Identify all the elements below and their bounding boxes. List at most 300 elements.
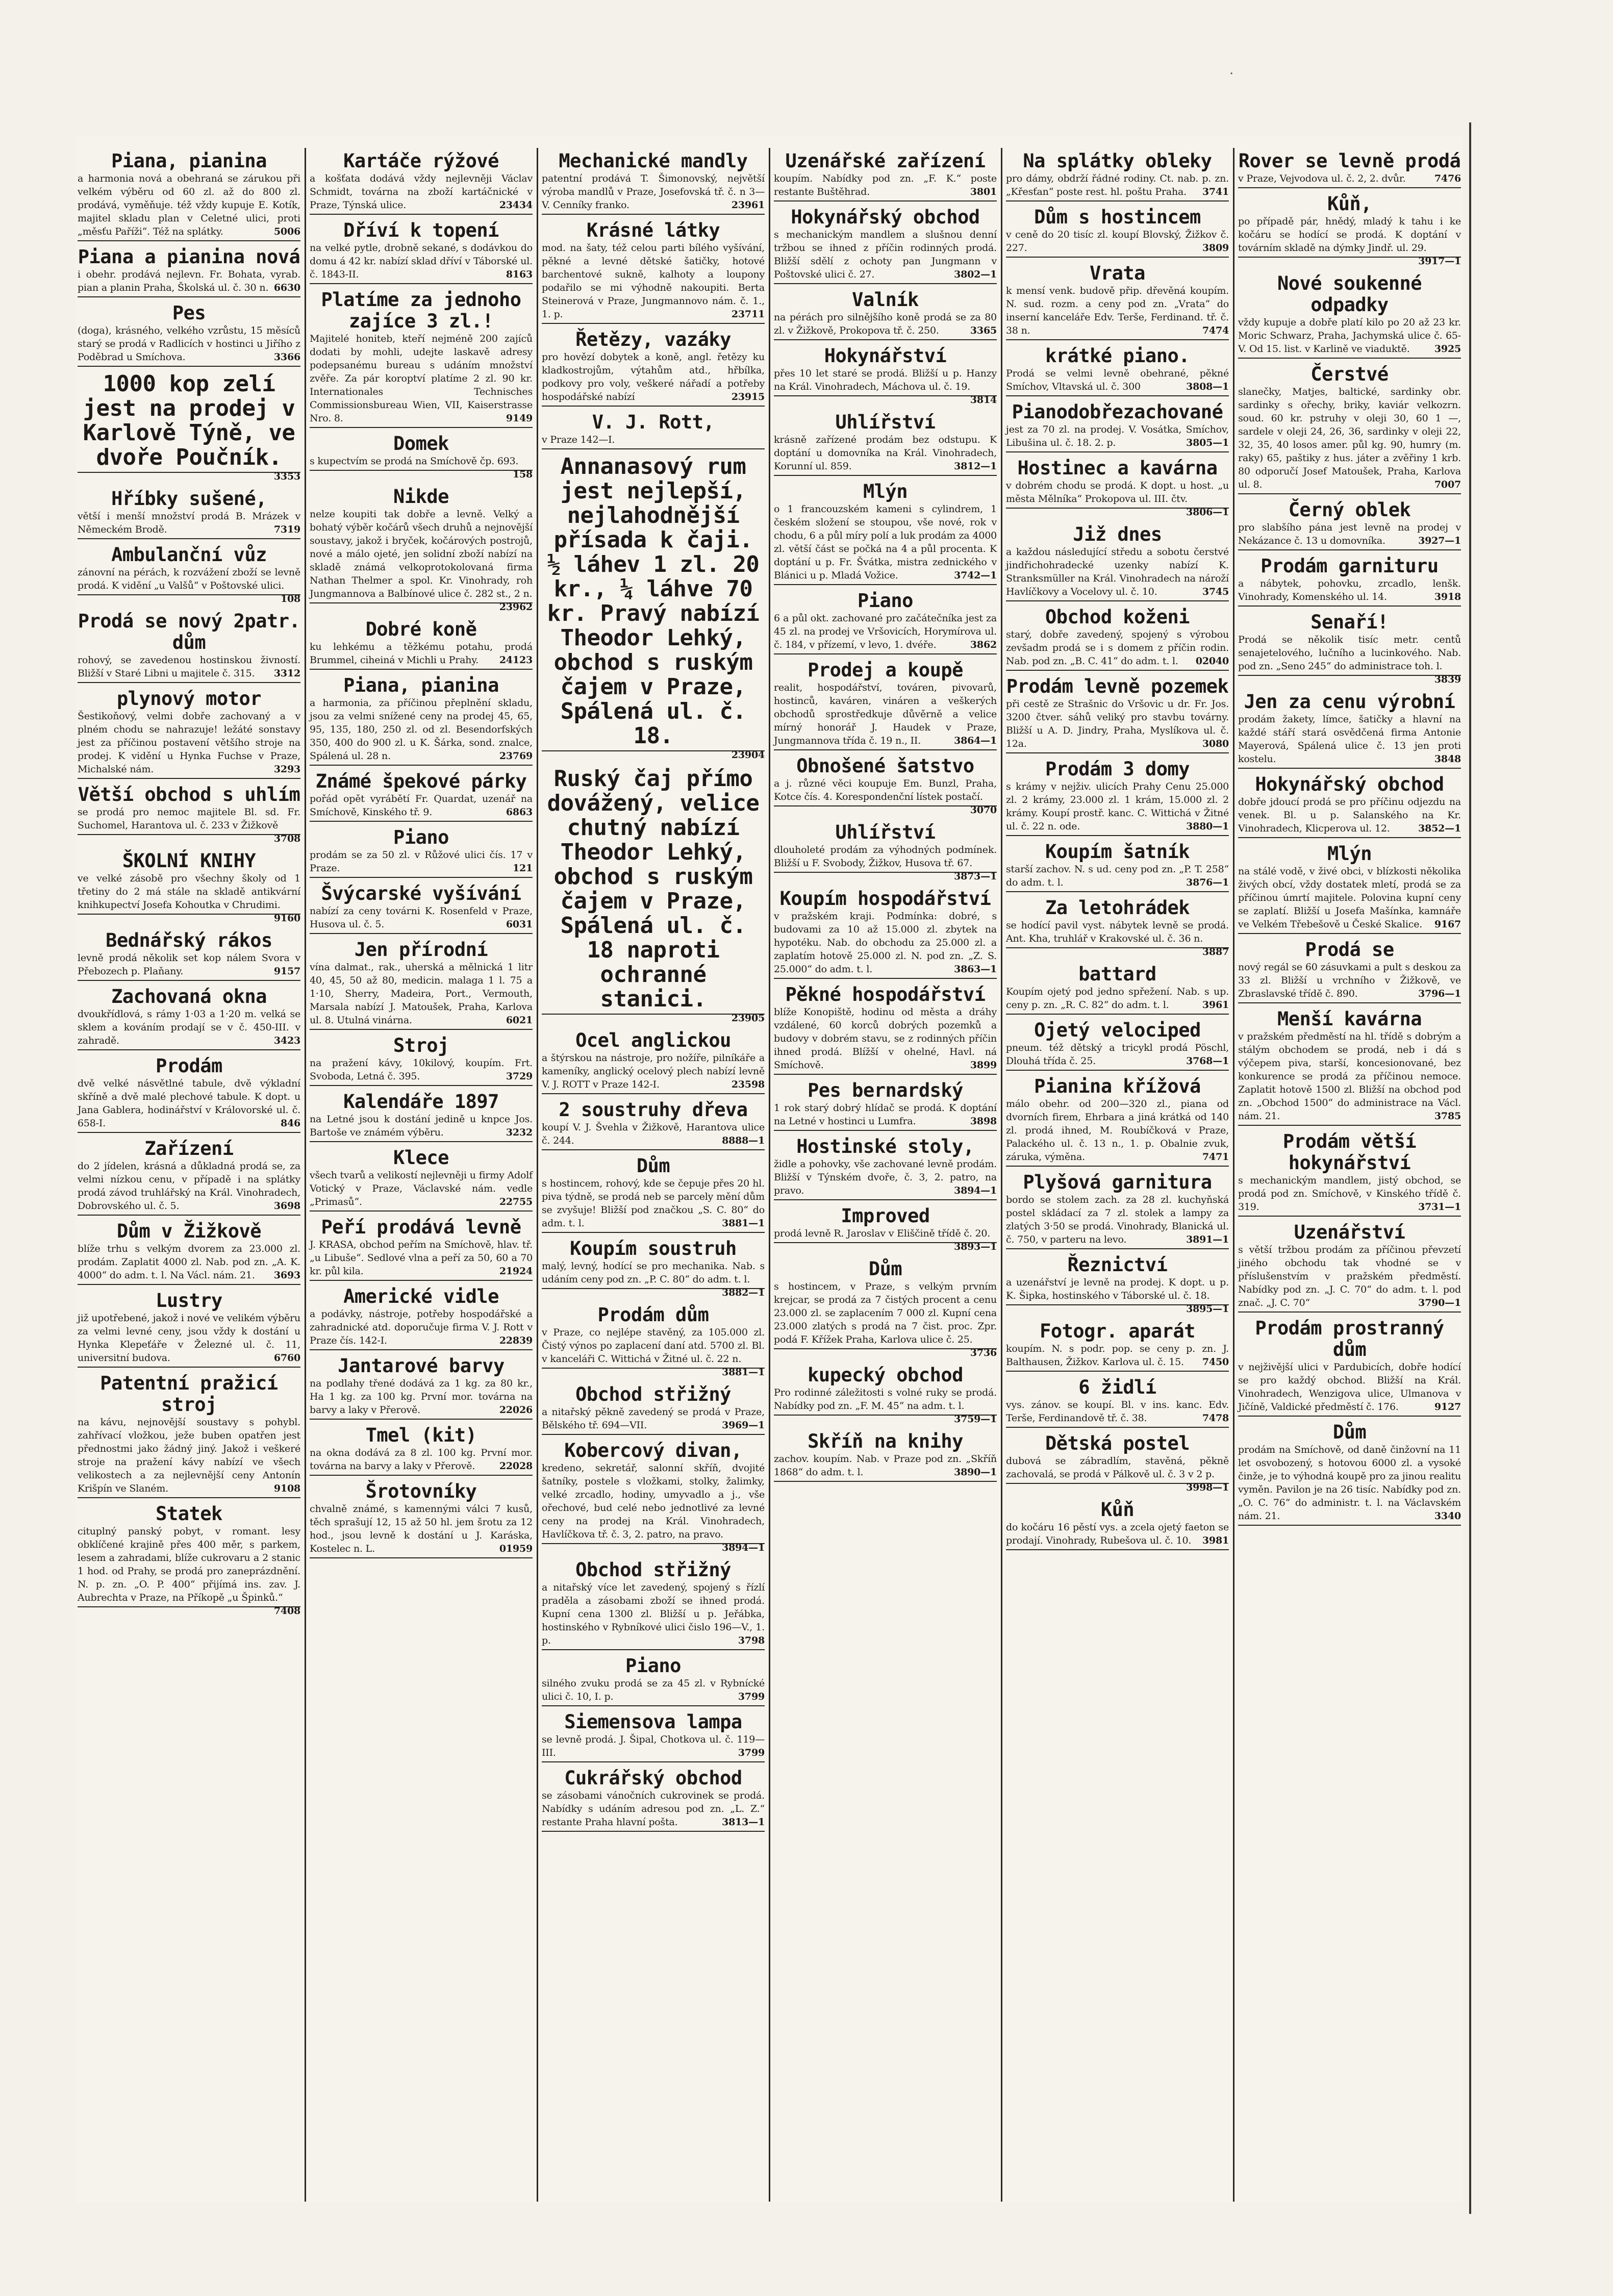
ad-body: [78, 1007, 300, 1047]
ad-text: prodám žakety, límce, šatičky a hlavní na každé stáří stará osvědčená firma Antonie Mayerová, Spálená ulice č. 13 jen proti kostelu.: [1238, 714, 1461, 765]
ad-body: [310, 508, 533, 613]
classified-ad: [78, 1290, 300, 1368]
ad-divider: [1238, 358, 1461, 359]
classified-ad: [774, 412, 997, 476]
ad-body: [310, 332, 533, 425]
ad-text: Šestikoňový, velmi dobře zachovaný a v plném chodu se nahrazuje! ležáté sonstavy jest za příčinou postavení většího stroje na prodej. K vidění u Hynka Fuchse v Praze, Michalské nám.: [78, 711, 300, 775]
ad-number: 3741: [1202, 186, 1229, 197]
ad-body: [78, 805, 300, 844]
classified-ad: [310, 939, 533, 1030]
ad-number: 3862: [970, 639, 997, 650]
ad-body: [1006, 697, 1229, 750]
ad-body: [310, 1113, 533, 1139]
ad-body: [774, 1227, 997, 1252]
ad-number: 22028: [499, 1460, 533, 1472]
ad-body: [774, 502, 997, 582]
classified-ad: [1006, 841, 1229, 892]
ad-text: a košťata dodává vždy nejlevněji Václav Schmidt, továrna na zboží kartáčnické v Praze, Týnská ulice.: [310, 173, 533, 211]
ad-divider: [1006, 600, 1229, 601]
ad-divider: [310, 1280, 533, 1281]
ad-headline: Domek: [393, 433, 449, 455]
ad-number: 3806—1: [1186, 507, 1229, 518]
ad-number: 3880—1: [1186, 821, 1229, 832]
ad-text: s hostincem, v Praze, s velkým prvním krejcar, se prodá za 7 čistých procent a cenu 23.000 zl. se zaplacením 7 000 zl. Kupní cena 23.000 zlatých s prodá na 7 čist. proc. Zpr. podá F. Křížek Praha, Karlova ulice č. 25.: [774, 1281, 997, 1345]
classified-ad: [1006, 150, 1229, 201]
ad-body: [1006, 863, 1229, 889]
classified-ad: [310, 1286, 533, 1350]
ad-divider: [774, 1199, 997, 1200]
ad-divider: [542, 1831, 765, 1832]
ad-number: 108: [280, 593, 300, 604]
ad-divider: [1006, 835, 1229, 836]
ad-body: [1006, 1342, 1229, 1369]
ad-headline: 6 židlí: [1078, 1376, 1156, 1398]
ad-number: 3927—1: [1418, 535, 1461, 546]
classified-ad: [542, 1030, 765, 1094]
ad-body: [310, 1377, 533, 1417]
classified-ad: [774, 660, 997, 750]
ad-headline: 2 soustruhy dřeva: [559, 1099, 748, 1121]
ad-body: [774, 910, 997, 976]
ad-body: [1006, 1276, 1229, 1315]
ad-headline: battard: [1078, 963, 1156, 985]
ad-body: [1238, 713, 1461, 766]
ad-headline: Piana, pianina: [111, 150, 267, 172]
ad-number: 3232: [506, 1127, 533, 1138]
ad-body: [310, 1169, 533, 1208]
ad-body: [78, 653, 300, 680]
ad-text: a štýrskou na nástroje, pro nožíře, pilníkáře a kameníky, anglický ocelový plech nabízí levně V. J. ROTT v Praze 142-I.: [542, 1052, 765, 1090]
ad-body: [78, 510, 300, 536]
ad-divider: [1006, 752, 1229, 753]
ad-number: 3882—1: [722, 1287, 765, 1298]
ad-text: Prodá se několik tisíc metr. centů senajetelového, lučního a lucinkového. Nab. pod zn. „Seno 245“ do administrace toh. l.: [1238, 634, 1461, 672]
ad-text: koupím. N. s podr. pop. se ceny p. zn. J. Balthausen, Žižkov. Karlova ul. č. 15.: [1006, 1343, 1229, 1368]
ad-divider: [78, 1497, 300, 1498]
classified-ad: [542, 1304, 765, 1379]
ad-divider: [774, 1074, 997, 1075]
ad-text: Prodá se velmi levně obehrané, pěkné Smíchov, Vltavská ul. č. 300: [1006, 368, 1229, 392]
ad-headline: Fotogr. aparát: [1040, 1320, 1195, 1342]
ad-headline: Kobercový divan,: [564, 1440, 742, 1461]
ad-divider: [78, 1606, 300, 1607]
ad-headline: Prodám levně pozemek: [1006, 675, 1229, 697]
classified-ad: [78, 302, 300, 367]
ad-headline: Obnošené šatstvo: [796, 755, 974, 777]
ad-number: 3070: [970, 804, 997, 816]
ad-number: 7478: [1202, 1412, 1229, 1424]
ad-headline: Jen za cenu výrobní: [1244, 691, 1455, 713]
ad-divider: [1238, 1002, 1461, 1003]
ad-body: [310, 1446, 533, 1473]
ad-divider: [542, 1149, 765, 1150]
ad-headline: Uzenářské zařízení: [785, 150, 986, 172]
ad-text: zánovní na pérách, k rozvážení zboží se levně prodá. K vidění „u Valšů“ v Poštovské ulici.: [78, 567, 300, 591]
ad-text: prodám na Smíchově, od daně činžovní na 11 let osvobozený, s hotovou 6000 zl. a vysoké činže, je to výhodná koupě pro za jinou realitu vyměn. Pavilon je na 26 tisíc. Nabídky pod zn. „O. C. 76“ do administr. t. l. na Václavském nám. 21.: [1238, 1444, 1461, 1522]
ad-number: 3898: [970, 1116, 997, 1127]
classified-ad: [1006, 207, 1229, 258]
classified-ad: [310, 486, 533, 614]
ad-divider: [542, 1434, 765, 1435]
ad-body: [310, 1307, 533, 1347]
ad-body: [1006, 1097, 1229, 1164]
ad-number: 6021: [506, 1015, 533, 1026]
ad-number: 8888—1: [722, 1135, 765, 1146]
ad-divider: [1006, 1549, 1229, 1550]
classified-ad: [1238, 1422, 1461, 1526]
ad-body: [774, 1280, 997, 1358]
ad-number: 3876—1: [1186, 877, 1229, 888]
ad-headline: Platíme za jednoho zajíce 3 zl.!: [321, 289, 521, 332]
ad-number: 23769: [499, 750, 533, 762]
ad-divider: [1238, 1525, 1461, 1526]
classified-ad: [1006, 1020, 1229, 1071]
ad-text: blíže trhu s velkým dvorem za 23.000 zl. prodám. Zaplatit 4000 zl. Nab. pod zn. „A. K. 4000“ do adm. t. l. Na Václ. nám. 21.: [78, 1243, 300, 1281]
ad-text: a každou následující středu a sobotu čerstvé jindřichohradecké uzenky nabízí K. Stranksmüller na Král. Vinohradech na nároží Havlíčkovy a Vocelovy ul. č. 10.: [1006, 546, 1229, 597]
classified-ad: [774, 1431, 997, 1482]
ad-headline: Rover se levně prodá: [1238, 150, 1461, 172]
ad-number: 9127: [1434, 1401, 1461, 1412]
classified-ad: [78, 784, 300, 845]
ad-body: [78, 710, 300, 776]
ad-divider: [542, 1649, 765, 1650]
ad-text: nabízí za ceny továrni K. Rosenfeld v Praze, Husova ul. č. 5.: [310, 905, 533, 930]
ad-number: 3893—1: [954, 1241, 997, 1252]
ad-headline: Prodám 3 domy: [1045, 758, 1190, 780]
classified-ad: [1238, 939, 1461, 1003]
ad-divider: [1238, 933, 1461, 934]
ad-divider: [1006, 947, 1229, 948]
ad-number: 3812—1: [954, 461, 997, 472]
ad-text: již upotřebené, jakož i nové ve velikém výběru za velmi levné ceny, jsou vždy k dostání u Hynka Klepeťáře v Železné ul. č. 11, universitní budova.: [78, 1313, 300, 1364]
ad-body: [1006, 1398, 1229, 1425]
ad-body: [774, 433, 997, 473]
ad-divider: [78, 296, 300, 297]
classified-ad: [774, 481, 997, 585]
ad-text: realit, hospodářství, továren, pivovarů, hostinců, kaváren, vináren a veškerých obchodů sprostředkuje důvěrně a velice mírný honorář J. Haudek v Praze, Jungmannova třída č. 19 n., II.: [774, 682, 997, 746]
ad-text: na Letné jsou k dostání jedině u knpce Jos. Bartoše ve známém výběru.: [310, 1114, 533, 1138]
ad-body: [78, 324, 300, 364]
ad-divider: [774, 283, 997, 284]
classified-ad: [1238, 1318, 1461, 1417]
ad-divider: [1238, 1125, 1461, 1126]
ad-divider: [310, 669, 533, 670]
ad-number: 21924: [499, 1266, 533, 1277]
ad-text: ve velké zásobě pro všechny školy od 1 třetiny do 2 má stále na skladě antikvární knihkupectví Josefa Kohoutka v Chrudimi.: [78, 873, 300, 911]
ad-body: [542, 1789, 765, 1829]
classified-ad: [1006, 401, 1229, 452]
ad-text: v Praze, co nejlépe stavěný, za 105.000 zl. Čistý výnos po zaplacení daní atd. 5700 zl. Bl. v kanceláři C. Wittichá v Žitné ul. č. 22 n.: [542, 1327, 765, 1365]
classified-ad: [1006, 524, 1229, 601]
ad-headline: Dům s hostincem: [1034, 206, 1201, 228]
classified-ad: [1238, 612, 1461, 686]
ad-text: cituplný panský pobyt, v romant. lesy obklíčené krajině přes 400 měr, s parkem, lesem a zahradami, blíže cukrovaru a 2 stanic 1 hod. od Prahy, se prodá pro zaneprázdnění. N. p. zn. „O. P. 400“ přijímá ins. zav. J. Aubrechta v Praze, na Příkopě „u Špinků.“: [78, 1526, 300, 1603]
ad-headline: Uhlířství: [835, 821, 936, 843]
ad-body: [774, 172, 997, 198]
ad-headline: Dobré koně: [365, 618, 477, 640]
ad-body: [542, 1326, 765, 1378]
ad-headline: Mlýn: [863, 481, 908, 502]
ad-number: 3768—1: [1186, 1055, 1229, 1067]
ad-divider: [78, 1215, 300, 1216]
classified-ad: [78, 986, 300, 1050]
ad-number: 3890—1: [954, 1467, 997, 1478]
ad-body: [1238, 385, 1461, 491]
ad-headline: Jen přírodní: [354, 939, 488, 961]
ad-body: [774, 228, 997, 281]
ad-divider: [774, 200, 997, 201]
ad-body: [774, 1386, 997, 1425]
ad-headline: Hokynářství: [824, 345, 947, 367]
ad-body: [1006, 1041, 1229, 1068]
ad-text: v Praze 142—I.: [542, 434, 615, 445]
classified-ad: [1006, 1321, 1229, 1372]
classified-ad: [774, 1080, 997, 1131]
ad-divider: [542, 1761, 765, 1762]
ad-divider: [78, 1132, 300, 1133]
ad-headline: Dům: [636, 1155, 670, 1177]
ad-body: [78, 1077, 300, 1130]
ad-text: s kupectvím se prodá na Smíchově čp. 693.: [310, 456, 519, 467]
ad-text: a nitařský pěkně zavedený se prodá v Praze, Bělského tř. 694—VII.: [542, 1406, 765, 1431]
ad-text: na okna dodává za 8 zl. 100 kg. První mor. továrna na barvy a laky v Přerově.: [310, 1447, 533, 1472]
ad-body: [1238, 1174, 1461, 1214]
classified-ad: [1238, 364, 1461, 494]
ad-text: dlouholeté prodám za výhodných podmínek. Bližší u F. Svobody, Žižkov, Husova tř. 67.: [774, 844, 997, 869]
ad-divider: [310, 821, 533, 822]
ad-body: [78, 872, 300, 924]
classified-ad: [542, 220, 765, 324]
ad-divider: [310, 427, 533, 428]
ad-number: 3785: [1434, 1111, 1461, 1122]
ad-number: 7476: [1434, 173, 1461, 184]
classified-ad: [1006, 759, 1229, 836]
ad-divider: [1238, 675, 1461, 676]
ad-text: malý, levný, hodící se pro mechanika. Nab. s udáním ceny pod zn. „P. C. 80“ do adm. t. l.: [542, 1260, 765, 1285]
classified-ad: [1238, 1131, 1461, 1217]
ad-headline: Prodám garnituru: [1261, 555, 1439, 577]
ad-divider: [78, 1367, 300, 1368]
ad-number: 22839: [499, 1335, 533, 1346]
ad-body: [1006, 780, 1229, 833]
ad-divider: [310, 1419, 533, 1420]
ad-headline: Známé špekové párky: [315, 770, 527, 792]
ad-number: 5006: [273, 226, 300, 237]
ad-body: [1006, 423, 1229, 449]
ad-headline: Mlýn: [1327, 843, 1372, 865]
ad-number: 9157: [273, 966, 300, 977]
ad-number: 3895—1: [1186, 1303, 1229, 1315]
ad-divider: [310, 470, 533, 471]
ad-headline: Obchod střižný: [575, 1383, 731, 1405]
classified-ad: [1006, 1377, 1229, 1428]
ad-text: o 1 francouzském kameni s cylindrem, 1 českém složení se stoupou, vše nové, rok v chodu, 6 a půl míry polí a luk prodám za 4000 zl. větší část se počká na 4 a půl procenta. K doptání u p. Fr. Švátka, mistra zednického v Blánici u p. Mladá Vožice.: [774, 503, 997, 581]
ad-headline: Improved: [841, 1205, 930, 1227]
classified-ad: [310, 675, 533, 766]
ad-text: dubová se zábradlím, stavěná, pěkně zachovalá, se prodá v Pálkově ul. č. 3 v 2 p.: [1006, 1455, 1229, 1480]
ad-headline: Obchod koženi: [1045, 606, 1190, 628]
classified-ad: [78, 372, 300, 483]
ad-divider: [542, 448, 765, 449]
ad-text: pro slabšího pána jest levně na prodej v Nekázance č. 13 u domovníka.: [1238, 522, 1461, 546]
ad-text: vždy kupuje a dobře platí kilo po 20 až 23 kr. Moric Schwarz, Praha, Jachymská ulice č. 65-V. Od 15. list. v Karlině ve viaduktě.: [1238, 317, 1461, 355]
ad-headline: Patentní pražicí stroj: [100, 1372, 278, 1416]
ad-divider: [774, 584, 997, 585]
ad-number: 3925: [1434, 343, 1461, 355]
classified-ad: [1238, 1222, 1461, 1313]
ad-headline: Hokynářský obchod: [791, 206, 980, 228]
classified-ad: [1238, 273, 1461, 359]
ad-text: 6 a půl okt. zachované pro začátečníka jest za 45 zl. na prodej ve Vršovicích, Horymírova ul. č. 184, v přízemí, v levo, 1. dvéře.: [774, 613, 997, 650]
classified-ad: [1006, 897, 1229, 958]
ad-headline: Americké vidle: [343, 1285, 499, 1307]
ad-divider: [1006, 1427, 1229, 1428]
ad-body: [774, 1452, 997, 1479]
ad-headline: Lustry: [156, 1290, 222, 1311]
ad-body: [1238, 865, 1461, 931]
ad-number: 846: [280, 1118, 300, 1129]
ad-headline: Nikde: [393, 486, 449, 508]
ad-text: se prodá pro nemoc majitele Bl. sd. Fr. Suchomel, Harantova ul. č. 233 v Žižkově: [78, 806, 300, 831]
ad-text: přes 10 let staré se prodá. Bližší u p. Hanzy na Král. Vinohradech, Máchova ul. č. 19.: [774, 368, 997, 392]
ad-body: [1006, 228, 1229, 255]
ad-body: [542, 433, 765, 446]
ad-text: dvě velké násvětlné tabule, dvě výkladní skříně a dvě malé plechové tabule. K dopt. u Jana Gablera, hodinářství v Královorské ul. č. 658-I.: [78, 1078, 300, 1129]
ad-headline: Nové soukenné odpadky: [1277, 272, 1422, 316]
ad-body: [774, 777, 997, 816]
ad-divider: [78, 472, 300, 473]
classified-ad: [1006, 676, 1229, 753]
ad-body: [542, 1405, 765, 1432]
ad-headline: Plyšová garnitura: [1023, 1171, 1212, 1193]
ad-headline: Dříví k topení: [343, 219, 499, 241]
ad-text: do 2 jídelen, krásná a důkladná prodá se, za velmi nízkou cenu, v případě i na splátky prodá závod truhlářský na Král. Vinohradech, Dobrovského ul. č. 5.: [78, 1160, 300, 1212]
ad-text: na podlahy třené dodává za 1 kg. za 80 kr., Ha 1 kg. za 100 kg. První mor. továrna na barvy a laky v Přerově.: [310, 1378, 533, 1416]
classified-ad: [1006, 1499, 1229, 1550]
ad-body: [1238, 1030, 1461, 1123]
ad-divider: [774, 475, 997, 476]
ad-number: 23711: [731, 309, 765, 320]
ad-headline: Čerstvé: [1310, 363, 1389, 385]
ad-headline: Kalendáře 1897: [343, 1091, 499, 1113]
classified-ad: [542, 1238, 765, 1299]
ad-number: 23434: [499, 199, 533, 211]
ad-divider: [1238, 1311, 1461, 1313]
ad-divider: [1006, 257, 1229, 258]
ad-headline: Na splátky obleky: [1023, 150, 1212, 172]
ad-text: na kávu, nejnovější soustavy s pohybl. zahřívací vložkou, ježe buben opatřen jest přednostmi jako žádný jiný. Jakož i veškeré stroje na pražení kávy nabízí ve všech velikostech a za nejlevnější ceny Antonín Krišpín ve Slaném.: [78, 1417, 300, 1494]
ad-text: dvoukřídlová, s rámy 1·03 a 1·20 m. velká se sklem a kováním prodají se v č. 450-III. v zahradě.: [78, 1008, 300, 1046]
ad-number: 23915: [731, 391, 765, 402]
classified-ad: [1006, 964, 1229, 1015]
ad-text: kredeno, sekretář, salonní skříň, dvojité šatníky, postele s vložkami, stolky, žalimky, velké zrcadlo, hodiny, umyvadlo a j., vše ořechové, bud celé nebo jednotlivé za levné ceny na prodej na Král. Vinohradech, Havlíčkova tř. č. 3, 2. patro, na pravo.: [542, 1462, 765, 1540]
ad-body: [774, 843, 997, 882]
ad-body: [310, 172, 533, 212]
classified-ad: [310, 883, 533, 934]
ad-text: Majitelé honiteb, kteří nejméně 200 zajíců dodati by mohli, udejte laskavě adresy podepsanému bureau s udáním množství zvěře. Za pár koroptví platíme 2 zl. 90 kr. Internationales Technisches Commissionsbureau Wien, VII, Kaiserstrasse Nro. 8.: [310, 333, 533, 424]
ad-text: vys. zánov. se koupí. Bl. v ins. kanc. Edv. Terše, Ferdinandově tř. č. 38.: [1006, 1399, 1229, 1424]
ad-body: [1238, 1443, 1461, 1523]
ad-headline: Dětská postel: [1045, 1432, 1190, 1454]
ad-headline: Senaří!: [1310, 611, 1389, 633]
classified-ad: [542, 1559, 765, 1650]
ad-number: 3891—1: [1186, 1234, 1229, 1245]
ad-body: [542, 172, 765, 212]
ad-text: pořád opět vyrábětí Fr. Quardat, uzenář na Smíchově, Kinského tř. 9.: [310, 793, 533, 818]
ad-headline: Kůň,: [1327, 193, 1372, 215]
ad-number: 7474: [1202, 325, 1229, 336]
ad-text: v ceně do 20 tisíc zl. koupí Blovský, Žižkov č. 227.: [1006, 229, 1229, 254]
ad-divider: [78, 682, 300, 683]
ad-headline: Peří prodává levně: [321, 1216, 521, 1238]
ad-body: [1006, 1521, 1229, 1547]
ad-text: větší i menší množství prodá B. Mrázek v Německém Brodě.: [78, 511, 300, 535]
ad-text: se hodící pavil vyst. nábytek levně se prodá. Ant. Kha, truhlář v Krakovské ul. č. 36 n.: [1006, 920, 1229, 944]
ad-body: [542, 1177, 765, 1230]
ad-divider: [310, 1085, 533, 1086]
ad-body: [78, 172, 300, 238]
ad-number: 3799: [738, 1691, 765, 1702]
ad-text: mod. na šaty, též celou parti bílého vyšívání, pěkné a levné dětské šatičky, hotové barchentové sukně, kalhoty a loupony podařilo se mi výhodně nakoupiti. Berta Steinerová v Praze, Jungmannovo nám. č. 1., 1. p.: [542, 242, 765, 320]
ad-text: pro dámy, obdrží řádné rodiny. Ct. nab. p. zn. „Křesťan“ poste rest. hl. poštu Praha.: [1006, 173, 1229, 197]
ad-number: 3312: [273, 668, 300, 679]
classified-ad: [1238, 843, 1461, 934]
ad-number: 22755: [499, 1196, 533, 1207]
ad-column: [310, 150, 533, 1837]
classified-ad: [774, 888, 997, 979]
ad-number: 3887: [1202, 946, 1229, 957]
ad-body: [774, 367, 997, 406]
classified-columns: [78, 150, 1461, 1837]
ad-body: [1006, 545, 1229, 598]
ad-number: 9108: [273, 1483, 300, 1494]
ad-divider: [310, 933, 533, 934]
ad-text: a nábytek, pohovku, zrcadlo, lenšk. Vinohrady, Komenského ul. 14.: [1238, 578, 1461, 602]
ad-number: 02040: [1195, 655, 1229, 667]
ad-body: [542, 1051, 765, 1091]
ad-body: [774, 1157, 997, 1197]
ad-headline: Piano: [858, 590, 913, 612]
ad-divider: [774, 749, 997, 750]
classified-ad: [542, 455, 765, 762]
ad-body: [542, 350, 765, 403]
ad-divider: [542, 323, 765, 324]
ad-divider: [542, 214, 765, 215]
ad-text: všech tvarů a velikostí nejlevněji u firmy Adolf Votický v Praze, Václavské nám. vedle „Primasů“.: [310, 1170, 533, 1207]
ad-divider: [310, 765, 533, 766]
classified-ad: [1006, 345, 1229, 396]
ad-text: dobře jdoucí prodá se pro příčinu odjezdu na venek. Bl. u p. Salanského na Kr. Vinohradech, Klicperova ul. 12.: [1238, 796, 1461, 834]
ad-body: [78, 268, 300, 294]
ad-headline: Koupím šatník: [1045, 841, 1190, 863]
ad-divider: [1006, 1166, 1229, 1167]
classified-ad: [310, 220, 533, 284]
ad-headline: Větší obchod s uhlím: [78, 784, 300, 805]
ad-number: 3736: [970, 1347, 997, 1358]
classified-ad: [1006, 458, 1229, 519]
ad-headline: Pianina křížová: [1034, 1075, 1201, 1097]
ad-body: [1238, 316, 1461, 356]
ad-number: 3708: [273, 833, 300, 844]
classified-ad: [542, 150, 765, 215]
ad-text: při cestě ze Strašnic do Vršovic u dr. Fr. Jos. 3200 čtver. sáhů veliký pro stavbu továrny. Bližší u A. D. Jindry, Praha, Myslíkova ul. č. 12a.: [1006, 698, 1229, 749]
ad-body: [1238, 961, 1461, 1000]
ad-divider: [1006, 1070, 1229, 1071]
ad-number: 3813—1: [722, 1816, 765, 1828]
ad-number: 3894—1: [954, 1185, 997, 1196]
ad-headline: Bednářský rákos: [106, 929, 272, 951]
classified-ad: [78, 688, 300, 779]
